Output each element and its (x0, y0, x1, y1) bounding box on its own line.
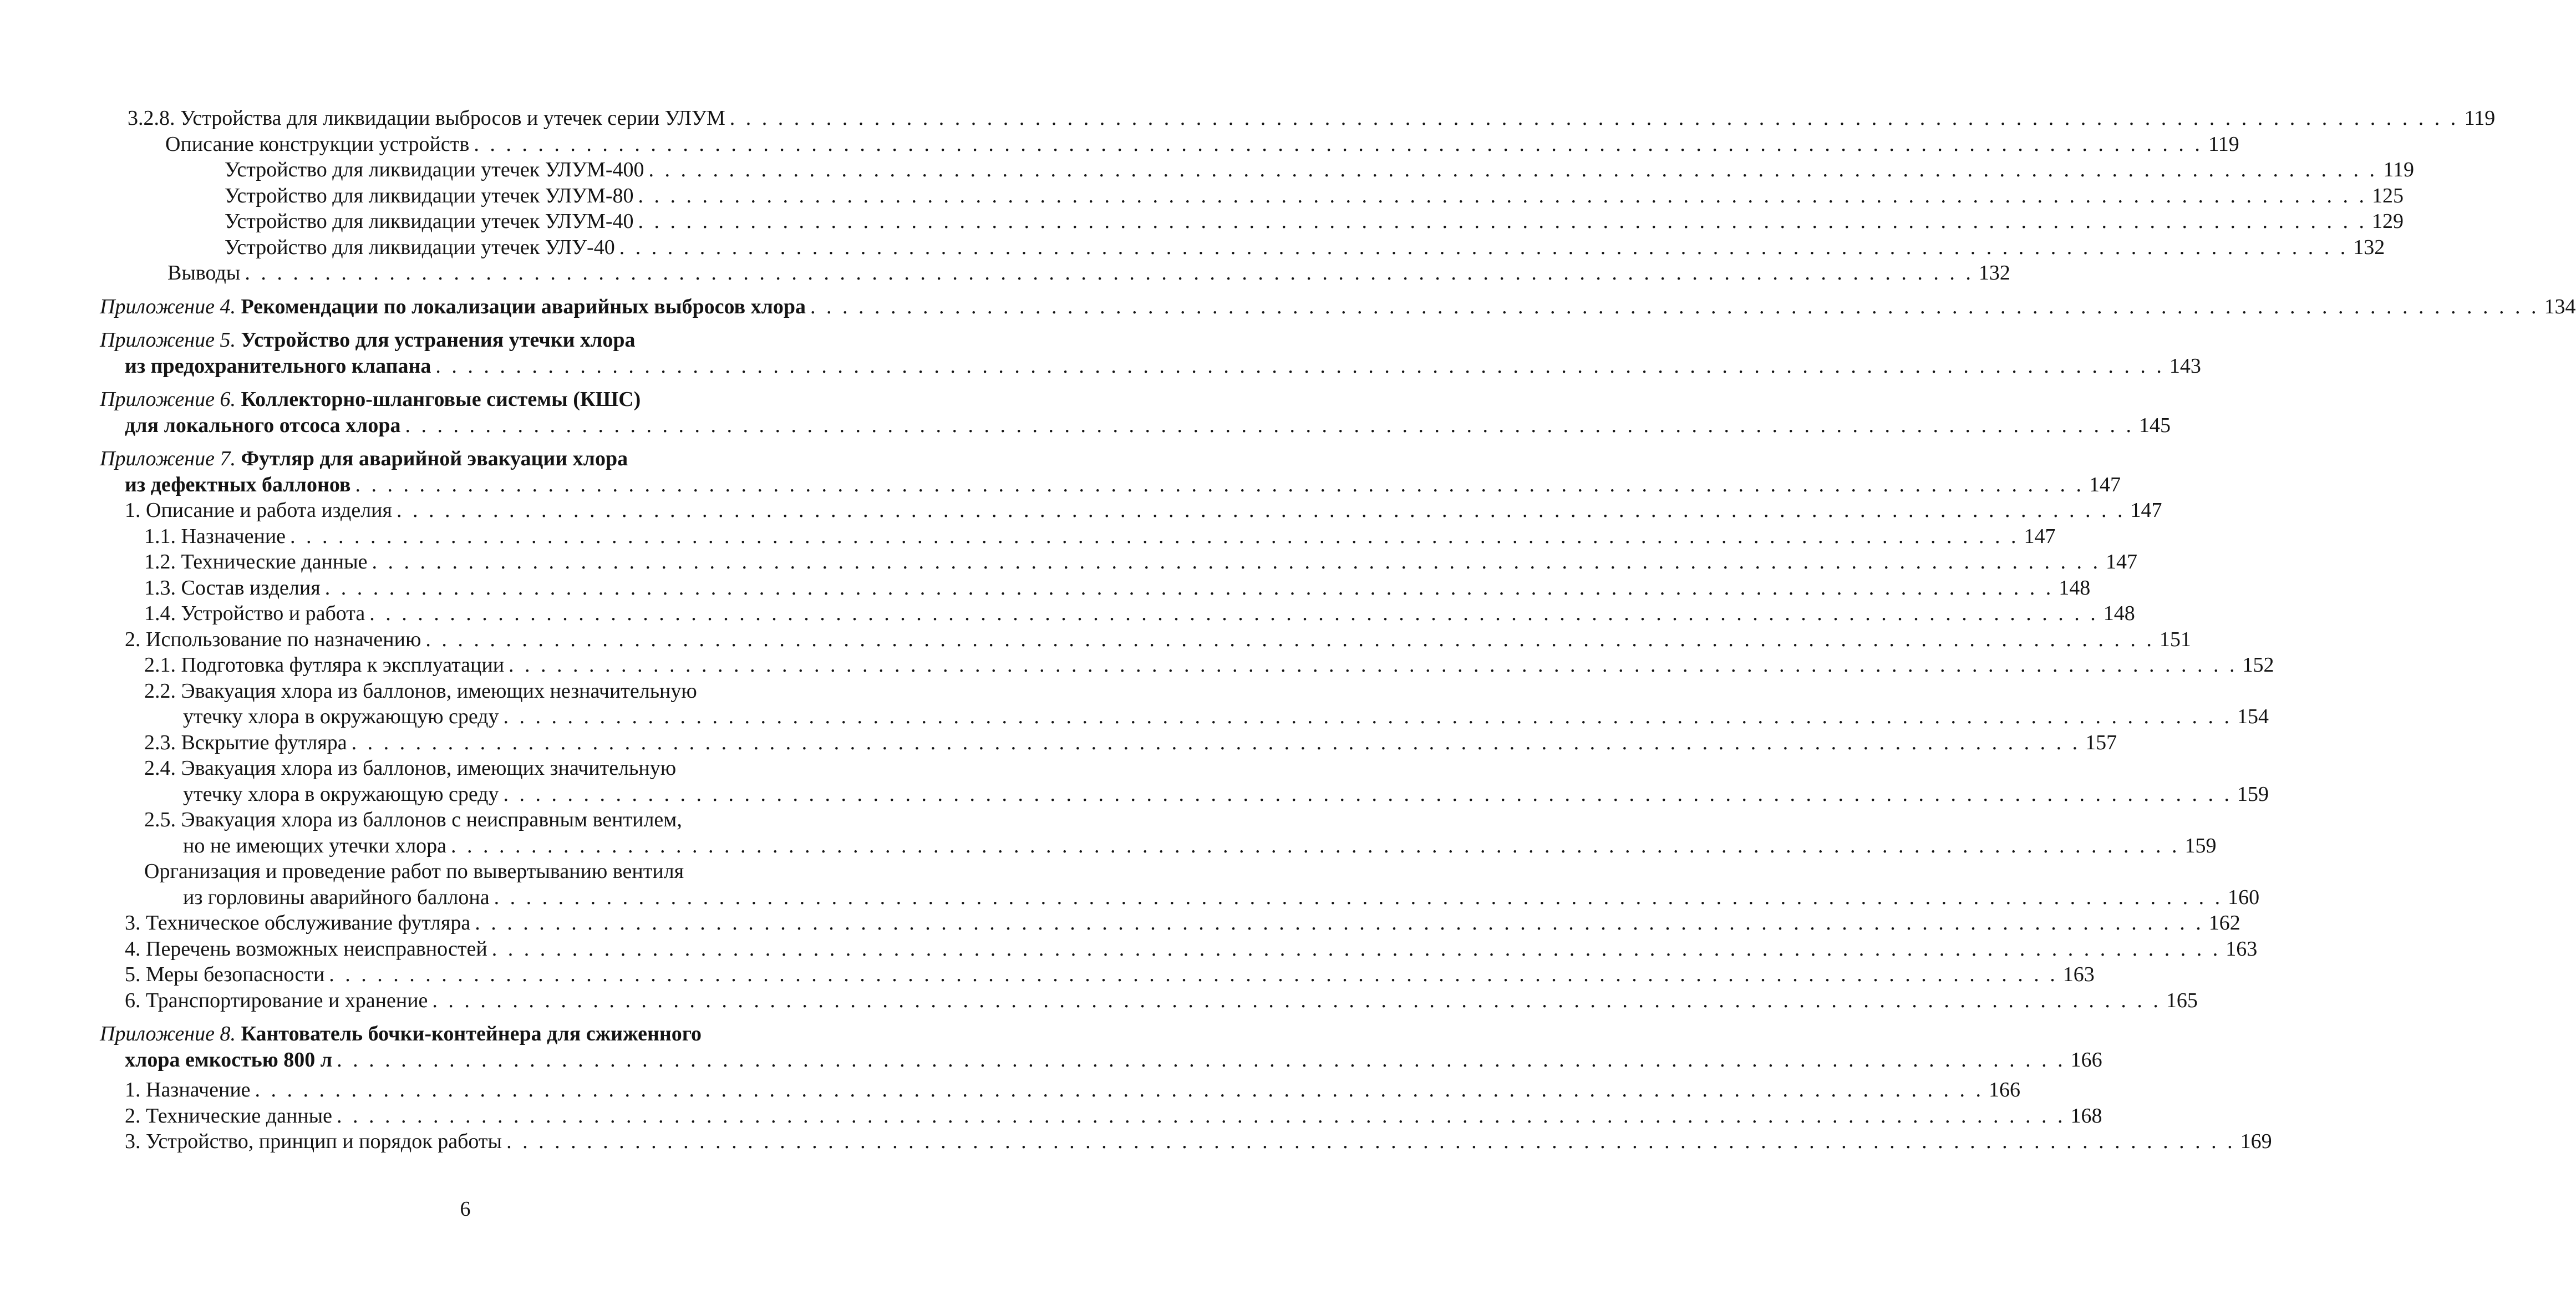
toc-entry-section-2-2 (100, 704, 2269, 730)
toc-leader-dots (638, 183, 2367, 209)
toc-entry-title: 3.2.8. Устройства для ликвидации выбросов и утечек серии УЛУМ (128, 106, 725, 130)
toc-page-number: 147 (2089, 473, 2121, 496)
toc-entry-section-2-4-line1 (100, 755, 832, 781)
appendix-title-continued: из предохранительного клапана (125, 354, 431, 378)
toc-appendix-7 (100, 472, 2121, 498)
toc-page-number: 154 (2237, 705, 2269, 728)
toc-entry-section-1-2 (100, 549, 2138, 575)
toc-entry-section-1-4 (100, 601, 2135, 627)
toc-entry-title: Устройство для ликвидации утечек УЛУМ-80 (225, 184, 634, 207)
appendix-label: Приложение 4. (100, 295, 236, 318)
toc-entry-conclusions (100, 260, 2010, 286)
toc-leader-dots (474, 131, 2203, 158)
toc-appendix-5 (100, 353, 2201, 379)
toc-entry-section-5 (100, 962, 2095, 988)
toc-leader-dots (810, 294, 2539, 320)
toc-leader-dots (509, 652, 2238, 678)
appendix-title: Рекомендации по локализации аварийных выбросов хлора (241, 295, 806, 318)
appendix-label: Приложение 8. (100, 1022, 236, 1045)
toc-leader-dots (649, 157, 2378, 183)
toc-page-number: 145 (2138, 413, 2171, 437)
toc-entry-ulum-80 (100, 183, 2404, 209)
toc-entry-section-2-4 (100, 781, 2269, 808)
toc-page-number: 147 (2130, 499, 2162, 522)
toc-leader-dots (492, 936, 2221, 962)
toc-entry-section-2-5 (100, 833, 2217, 859)
toc-entry-a8-section-3 (100, 1129, 2272, 1155)
toc-entry-title: 1. Назначение (125, 1078, 251, 1101)
toc-leader-dots (435, 353, 2165, 379)
toc-entry-title: 1.2. Технические данные (144, 550, 368, 573)
toc-entry-section-2-3 (100, 730, 2117, 756)
appendix-title-continued: хлора емкостью 800 л (125, 1048, 333, 1072)
toc-page-number: 162 (2208, 911, 2240, 935)
toc-page-number: 159 (2237, 782, 2269, 806)
toc-page-number: 159 (2184, 834, 2217, 857)
appendix-title: Кантователь бочки-контейнера для сжиженного (241, 1022, 702, 1045)
toc-entry-title-continued: утечку хлора в окружающую среду (183, 705, 499, 728)
toc-leader-dots (506, 1129, 2235, 1155)
toc-leader-dots (494, 885, 2223, 911)
toc-entry-section-2-2-line1 (100, 678, 832, 704)
toc-appendix-8-heading (100, 1021, 832, 1047)
toc-entry-title: 1.4. Устройство и работа (144, 602, 365, 625)
toc-page-number: 151 (2159, 627, 2191, 651)
toc-entry-design-description (100, 131, 2239, 158)
toc-entry-valve-removal (100, 885, 2260, 911)
toc-leader-dots (638, 209, 2367, 235)
toc-page-number: 147 (2106, 550, 2138, 573)
toc-leader-dots (255, 1077, 1984, 1103)
toc-leader-dots (730, 105, 2459, 131)
toc-appendix-6 (100, 413, 2171, 439)
toc-page-number: 169 (2240, 1130, 2272, 1153)
toc-page-number: 160 (2228, 885, 2260, 909)
toc-leader-dots (504, 704, 2233, 730)
toc-page-number: 163 (2062, 963, 2095, 986)
toc-entry-title: 3. Техническое обслуживание футляра (125, 911, 471, 935)
toc-page-number: 134 (2544, 295, 2576, 318)
toc-page-number: 125 (2372, 184, 2404, 207)
toc-page-number: 166 (2070, 1048, 2102, 1072)
toc-entry-title: Организация и проведение работ по вывертыванию вентиля (144, 860, 684, 883)
toc-leader-dots (290, 524, 2019, 550)
appendix-title: Коллекторно-шланговые системы (КШС) (241, 388, 641, 411)
toc-entry-title-continued: утечку хлора в окружающую среду (183, 782, 499, 806)
toc-page-number: 168 (2070, 1104, 2102, 1128)
toc-entry-title: 1. Описание и работа изделия (125, 499, 392, 522)
toc-entry-title: 2.3. Вскрытие футляра (144, 730, 347, 754)
toc-leader-dots (337, 1047, 2066, 1073)
toc-page-number: 157 (2085, 730, 2117, 754)
toc-entry-section-2-5-line1 (100, 807, 832, 833)
appendix-label: Приложение 6. (100, 388, 236, 411)
toc-page-number: 119 (2464, 106, 2496, 130)
toc-page-number: 165 (2166, 988, 2198, 1012)
toc-entry-section-2-1 (100, 652, 2274, 678)
toc-page-number: 152 (2242, 653, 2274, 677)
table-of-contents (100, 105, 2576, 1155)
appendix-title-continued: для локального отсоса хлора (125, 413, 401, 437)
toc-leader-dots (475, 910, 2204, 936)
toc-entry-a8-section-1 (100, 1077, 2021, 1103)
toc-entry-title: 5. Меры безопасности (125, 963, 325, 986)
toc-appendix-6-heading (100, 387, 832, 413)
toc-appendix-7-heading (100, 446, 832, 472)
toc-leader-dots (355, 472, 2084, 498)
toc-page-number: 166 (1989, 1078, 2021, 1101)
toc-leader-dots (325, 575, 2054, 601)
toc-leader-dots (425, 627, 2155, 653)
toc-entry-title: Устройство для ликвидации утечек УЛУМ-40 (225, 210, 634, 233)
toc-appendix-8 (100, 1047, 2102, 1073)
toc-leader-dots (329, 962, 2058, 988)
toc-entry-section-6 (100, 988, 2198, 1014)
toc-entry-title: Выводы (167, 261, 241, 285)
toc-page-number: 148 (2059, 576, 2091, 600)
toc-entry-section-3 (100, 910, 2240, 936)
toc-page-number: 129 (2372, 210, 2404, 233)
toc-page-number: 132 (1978, 261, 2010, 285)
toc-entry-title: 2.4. Эвакуация хлора из баллонов, имеющих значительную (144, 756, 677, 780)
toc-entry-title: 1.1. Назначение (144, 524, 286, 548)
toc-leader-dots (397, 497, 2126, 524)
toc-entry-ulum-40 (100, 209, 2404, 235)
toc-entry-title: Описание конструкции устройств (165, 132, 470, 156)
toc-page-number: 147 (2024, 524, 2056, 548)
toc-leader-dots (245, 260, 1974, 286)
toc-leader-dots (405, 413, 2134, 439)
toc-leader-dots (337, 1103, 2066, 1129)
toc-entry-3-2-8 (100, 105, 2496, 131)
appendix-label: Приложение 7. (100, 447, 236, 470)
toc-page-number: 148 (2103, 602, 2135, 625)
toc-entry-title: 2. Технические данные (125, 1104, 333, 1128)
toc-entry-section-2 (100, 627, 2191, 653)
toc-entry-title: 2.2. Эвакуация хлора из баллонов, имеющих незначительную (144, 679, 697, 703)
toc-appendix-4 (100, 294, 2576, 320)
toc-entry-title: 2.1. Подготовка футляра к эксплуатации (144, 653, 505, 677)
toc-entry-title-continued: но не имеющих утечки хлора (183, 834, 447, 857)
appendix-title-continued: из дефектных баллонов (125, 473, 351, 496)
toc-appendix-5-heading (100, 327, 832, 353)
toc-entry-title: Устройство для ликвидации утечек УЛУМ-400 (225, 158, 644, 181)
toc-entry-valve-removal-line1 (100, 859, 832, 885)
toc-leader-dots (352, 730, 2081, 756)
toc-entry-section-1 (100, 497, 2162, 524)
toc-entry-section-1-1 (100, 524, 2056, 550)
toc-entry-section-4 (100, 936, 2258, 962)
toc-entry-title: 4. Перечень возможных неисправностей (125, 937, 487, 961)
appendix-title: Устройство для устранения утечки хлора (241, 328, 636, 352)
toc-entry-title: 2.5. Эвакуация хлора из баллонов с неисправным вентилем, (144, 808, 682, 831)
toc-entry-title: 1.3. Состав изделия (144, 576, 321, 600)
toc-page-number: 119 (2208, 132, 2239, 156)
toc-entry-title: 6. Транспортирование и хранение (125, 988, 428, 1012)
toc-leader-dots (619, 235, 2349, 261)
toc-page-number: 132 (2353, 235, 2385, 259)
toc-entry-section-1-3 (100, 575, 2091, 601)
page-number: 6 (460, 1197, 471, 1221)
toc-page-number: 143 (2169, 354, 2201, 378)
appendix-title: Футляр для аварийной эвакуации хлора (241, 447, 628, 470)
toc-entry-title: Устройство для ликвидации утечек УЛУ-40 (225, 235, 615, 259)
toc-entry-ulum-400 (100, 157, 2414, 183)
toc-leader-dots (451, 833, 2180, 859)
toc-leader-dots (372, 549, 2101, 575)
toc-entry-title-continued: из горловины аварийного баллона (183, 885, 490, 909)
toc-leader-dots (369, 601, 2099, 627)
toc-leader-dots (504, 781, 2233, 808)
toc-page-number: 163 (2226, 937, 2258, 961)
toc-leader-dots (432, 988, 2161, 1014)
toc-page-number: 119 (2383, 158, 2414, 181)
toc-entry-title: 3. Устройство, принцип и порядок работы (125, 1130, 502, 1153)
toc-entry-ulu-40 (100, 235, 2385, 261)
appendix-label: Приложение 5. (100, 328, 236, 352)
toc-entry-title: 2. Использование по назначению (125, 627, 421, 651)
toc-entry-a8-section-2 (100, 1103, 2102, 1129)
